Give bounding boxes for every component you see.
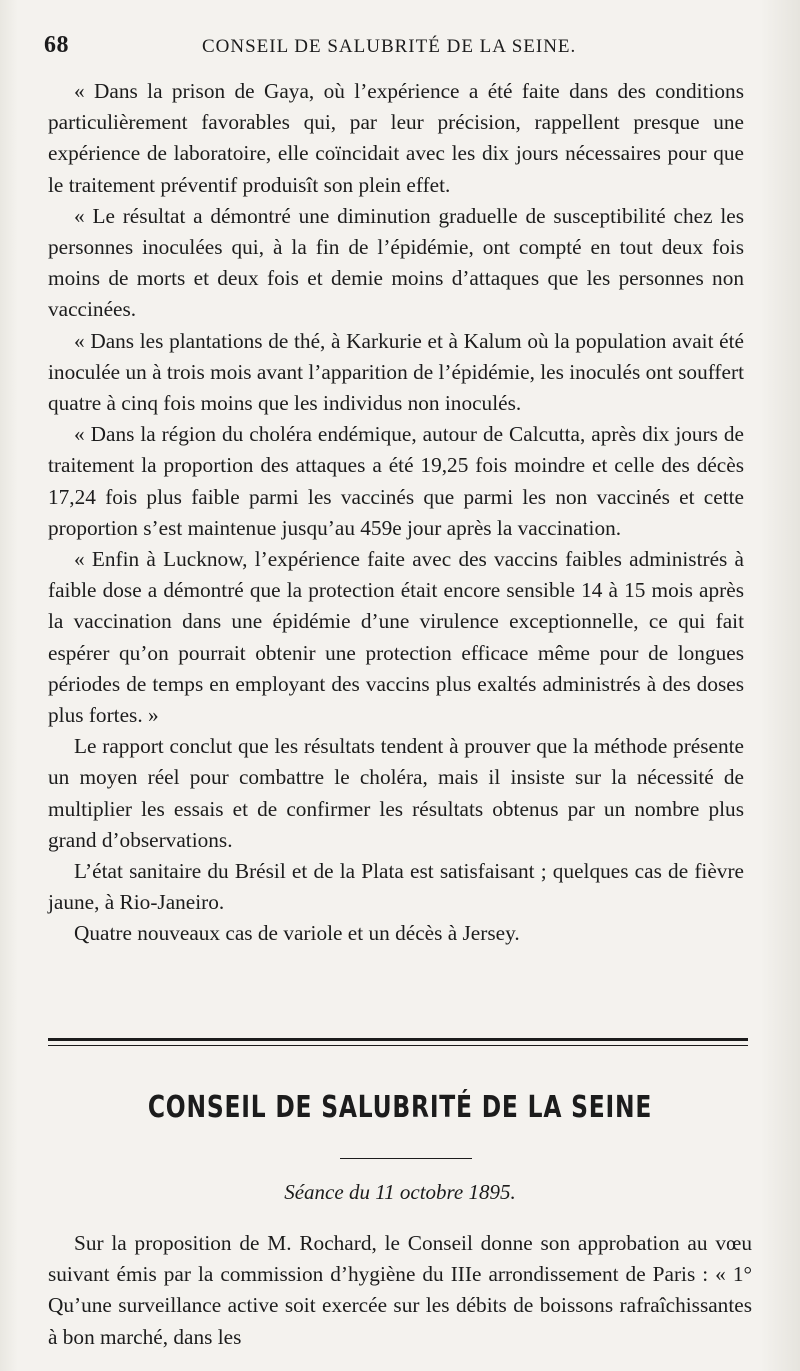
paragraph-calcutta: « Dans la région du choléra endémique, autour de Calcutta, après dix jours de traitement la proportion des attaques a été 19,25 fois moindre et celle des décès 17,24 fois plus faible parmi les vaccinés que parmi les non vaccinés et cette proportion s’est maintenue jusqu’au 459e jour après la vaccination. bbox=[48, 422, 744, 540]
paragraph-conclusion: Le rapport conclut que les résultats tendent à prouver que la méthode présente un moyen réel pour combattre le choléra, mais il insiste sur la nécessité de multiplier les essais et de confirmer les résultats obtenus par un nombre plus grand d’observations. bbox=[48, 734, 744, 852]
divider-thick-line bbox=[48, 1038, 748, 1041]
paragraph-bresil: L’état sanitaire du Brésil et de la Plata est satisfaisant ; quelques cas de fièvre jaune, à Rio-Janeiro. bbox=[48, 859, 744, 915]
paragraph-jersey: Quatre nouveaux cas de variole et un décès à Jersey. bbox=[74, 921, 520, 946]
paragraph-rochard: Sur la proposition de M. Rochard, le Conseil donne son approbation au vœu suivant émis par la commission d’hygiène du IIIe arrondissement de Paris : « 1° Qu’une surveillance active soit exercée sur les débits de boissons rafraîchissantes à bon marché, dans les bbox=[48, 1231, 752, 1349]
page-number: 68 bbox=[44, 32, 69, 58]
section-text bbox=[48, 1228, 752, 1353]
title-underline bbox=[340, 1158, 472, 1159]
paragraph-plantations: « Dans les plantations de thé, à Karkurie et à Kalum où la population avait été inoculée un à trois mois avant l’apparition de l’épidémie, les inoculés ont souffert quatre à cinq fois moins que les individus non inoculés. bbox=[48, 328, 744, 416]
session-date: Séance du 11 octobre 1895. bbox=[284, 1180, 516, 1204]
section-divider bbox=[48, 1038, 748, 1046]
section-title: CONSEIL DE SALUBRITÉ DE LA SEINE bbox=[147, 1090, 653, 1125]
paragraph-resultat: « Le résultat a démontré une diminution graduelle de susceptibilité chez les personnes inoculées qui, à la fin de l’épidémie, ont compté en tout deux fois moins de morts et deux fois et demie moins d’attaques que les personnes non vaccinées. bbox=[48, 203, 744, 322]
divider-thin-line bbox=[48, 1045, 748, 1046]
paragraph-gaya: « Dans la prison de Gaya, où l’expérience a été faite dans des conditions particulièrement favorables qui, par leur précision, rappellent presque une expérience de laboratoire, elle coïncidait avec les dix jours nécessaires pour que le traitement préventif produisît son plein effet. bbox=[48, 79, 744, 197]
running-title: CONSEIL DE SALUBRITÉ DE LA SEINE. bbox=[202, 36, 577, 57]
main-text bbox=[48, 76, 744, 950]
running-header bbox=[44, 32, 760, 62]
paragraph-lucknow: « Enfin à Lucknow, l’expérience faite avec des vaccins faibles administrés à faible dose a démontré que la protection était encore sensible 14 à 15 mois après la vaccination dans une épidémie d’une virulence exceptionnelle, ce qui fait espérer qu’on pourrait obtenir une protection efficace même pour de longues périodes de temps en employant des vaccins plus exaltés administrés à des doses plus fortes. » bbox=[48, 547, 744, 728]
